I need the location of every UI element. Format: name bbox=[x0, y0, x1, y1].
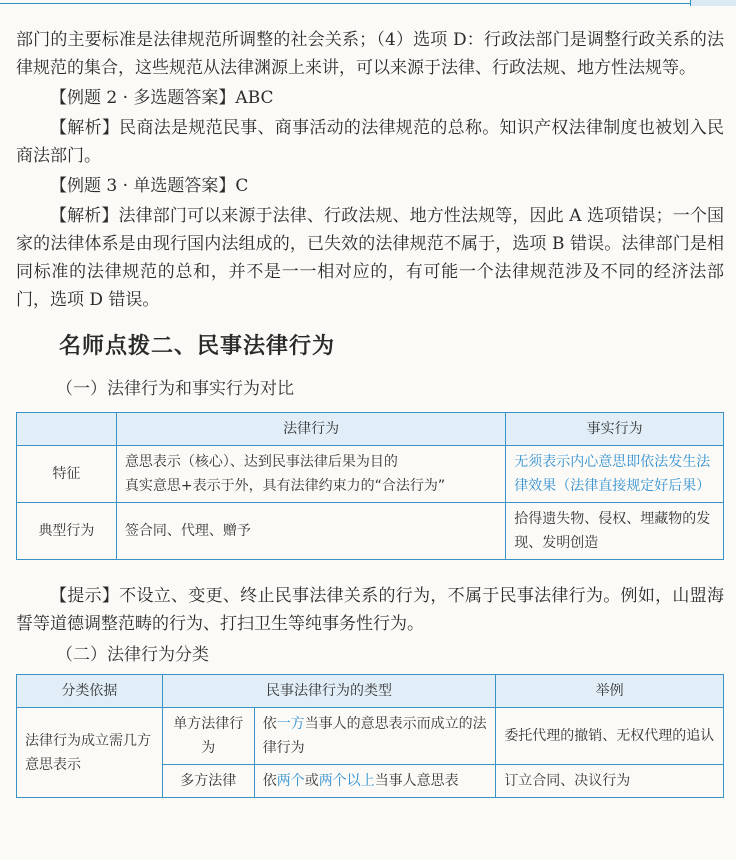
desc-highlight: 一方 bbox=[276, 716, 305, 732]
cell-line: 意思表示（核心）、达到民事法律后果为目的 bbox=[124, 454, 398, 470]
type-cell: 多方法律 bbox=[162, 765, 254, 798]
cell-line: 真实意思+表示于外，具有法律约束力的“合法行为” bbox=[124, 478, 446, 494]
type-cell: 单方法律行为 bbox=[162, 708, 254, 765]
top-rule-line bbox=[0, 3, 690, 4]
section-title: 名师点拨二、民事法律行为 bbox=[59, 334, 336, 359]
tip-paragraph: 【提示】不设立、变更、终止民事法律关系的行为，不属于民事法律行为。例如，山盟海誓等道德调整范畴的行为、打扫卫生等纯事务性行为。 bbox=[16, 586, 724, 634]
table-row bbox=[17, 708, 724, 765]
fact-act-cell: 拾得遗失物、侵权、埋藏物的发现、发明创造 bbox=[506, 503, 724, 560]
row-label: 特征 bbox=[17, 446, 117, 503]
table-header-cell: 事实行为 bbox=[506, 413, 724, 446]
desc-highlight: 两个以上 bbox=[318, 773, 375, 789]
desc-text: 当事人意思表 bbox=[374, 773, 459, 789]
desc-text: 依 bbox=[262, 716, 277, 732]
example-cell: 订立合同、决议行为 bbox=[496, 765, 724, 798]
subsection-title-1: （一）法律行为和事实行为对比 bbox=[56, 379, 294, 399]
example-2-answer: 【例题 2 · 多选题答案】ABC bbox=[50, 88, 274, 108]
table-header-cell: 举例 bbox=[496, 675, 724, 708]
table-header-cell bbox=[17, 413, 117, 446]
example-2-analysis: 【解析】民商法是规范民事、商事活动的法律规范的总称。知识产权法律制度也被划入民商法部门。 bbox=[16, 118, 724, 166]
table-header-cell: 法律行为 bbox=[116, 413, 505, 446]
basis-cell: 法律行为成立需几方意思表示 bbox=[17, 708, 163, 798]
paragraph-continued: 部门的主要标准是法律规范所调整的社会关系；（4）选项 D：行政法部门是调整行政关系的法律规范的集合，这些规范从法律渊源上来讲，可以来源于法律、行政法规、地方性法规等。 bbox=[16, 30, 724, 78]
example-3-analysis: 【解析】法律部门可以来源于法律、行政法规、地方性法规等，因此 A 选项错误；一个国家的法律体系是由现行国内法组成的，已失效的法律规范不属于，选项 B 错误。法律部门是相同标准的法律规范的总和，并不是一一相对应的，有可能一个法律规范涉及不同的经济法部门，选项 D 错误。 bbox=[16, 206, 724, 310]
page-content bbox=[16, 26, 724, 798]
legal-act-cell bbox=[116, 446, 505, 503]
example-3-answer: 【例题 3 · 单选题答案】C bbox=[50, 176, 249, 196]
desc-cell bbox=[254, 765, 496, 798]
desc-highlight: 两个 bbox=[276, 773, 305, 789]
desc-text: 依 bbox=[262, 773, 277, 789]
legal-act-cell: 签合同、代理、赠予 bbox=[116, 503, 505, 560]
desc-cell bbox=[254, 708, 496, 765]
example-cell: 委托代理的撤销、无权代理的追认 bbox=[496, 708, 724, 765]
desc-text: 当事人的意思表示而成立的法律行为 bbox=[262, 716, 487, 756]
row-label: 典型行为 bbox=[17, 503, 117, 560]
top-rule-tab bbox=[690, 0, 736, 6]
table-row bbox=[17, 446, 724, 503]
desc-text: 或 bbox=[304, 773, 319, 789]
comparison-table bbox=[16, 412, 724, 560]
classification-table bbox=[16, 674, 724, 798]
table-header-cell: 分类依据 bbox=[17, 675, 163, 708]
page-top-rule bbox=[0, 0, 736, 6]
table-header-row bbox=[17, 675, 724, 708]
table-row bbox=[17, 503, 724, 560]
table-header-cell: 民事法律行为的类型 bbox=[162, 675, 496, 708]
fact-act-cell: 无须表示内心意思即依法发生法律效果（法律直接规定好后果） bbox=[506, 446, 724, 503]
subsection-title-2: （二）法律行为分类 bbox=[56, 645, 209, 665]
table-header-row bbox=[17, 413, 724, 446]
